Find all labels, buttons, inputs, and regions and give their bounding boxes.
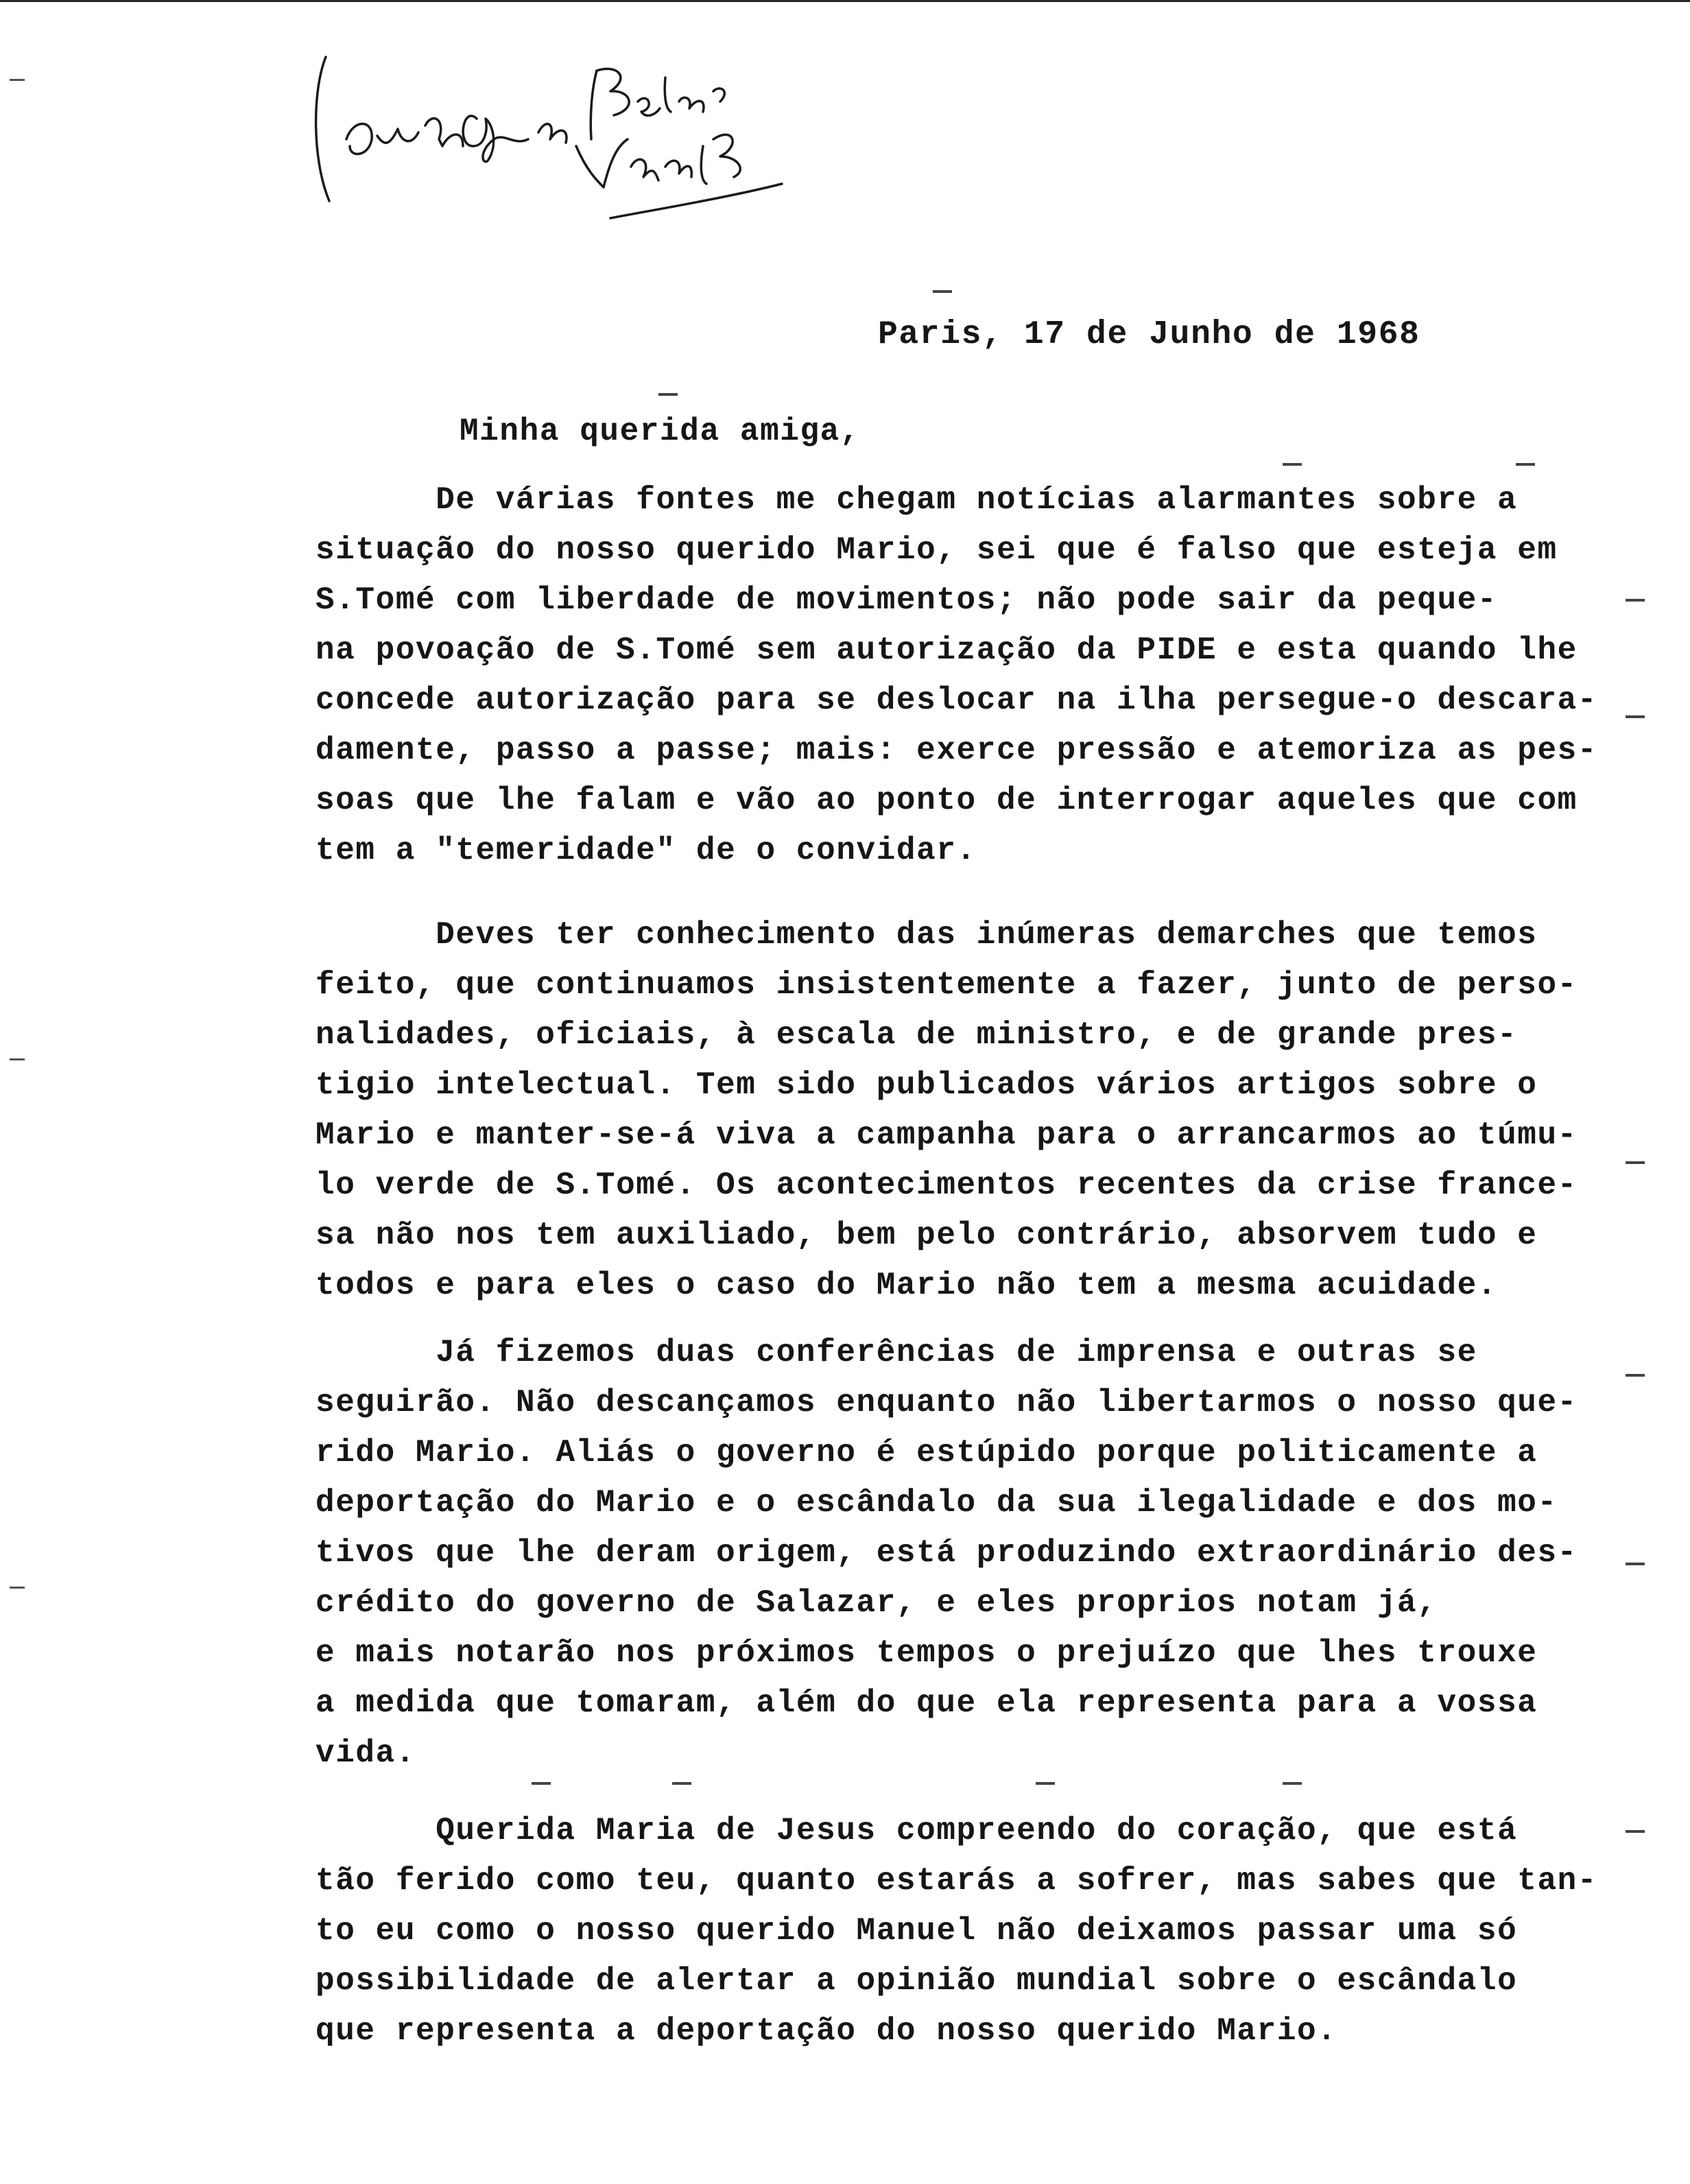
text-line: a medida que tomaram, além do que ela representa para a vossa xyxy=(316,1685,1538,1721)
stray-mark xyxy=(672,1782,691,1785)
text-line: tigio intelectual. Tem sido publicados vários artigos sobre o xyxy=(316,1067,1538,1103)
margin-tick xyxy=(10,1587,25,1589)
text-line: Deves ter conhecimento das inúmeras demarches que temos xyxy=(316,917,1538,953)
text-line: De várias fontes me chegam notícias alarmantes sobre a xyxy=(316,482,1518,518)
stray-mark xyxy=(1283,463,1302,466)
text-line: rido Mario. Aliás o governo é estúpido porque politicamente a xyxy=(316,1435,1538,1471)
text-line: to eu como o nosso querido Manuel não deixamos passar uma só xyxy=(316,1913,1518,1949)
text-line: crédito do governo de Salazar, e eles proprios notam já, xyxy=(316,1585,1438,1621)
text-line: concede autorização para se deslocar na ilha persegue-o descara- xyxy=(316,682,1598,718)
text-line: lo verde de S.Tomé. Os acontecimentos recentes da crise france- xyxy=(316,1167,1578,1203)
paragraph-2 xyxy=(316,917,1632,1318)
paragraph-1 xyxy=(316,482,1632,883)
stray-mark xyxy=(532,1782,551,1785)
stray-mark xyxy=(1626,1830,1645,1833)
paragraph-4 xyxy=(316,1813,1632,2063)
text-line: Querida Maria de Jesus compreendo do coração, que está xyxy=(316,1813,1518,1849)
stray-mark xyxy=(1626,599,1645,602)
text-line: Mario e manter-se-á viva a campanha para o arrancarmos ao túmu- xyxy=(316,1117,1578,1153)
stray-mark xyxy=(658,393,678,396)
letter-date: Paris, 17 de Junho de 1968 xyxy=(878,316,1420,353)
stray-mark xyxy=(1283,1782,1302,1785)
stray-mark xyxy=(1516,463,1535,466)
stray-mark xyxy=(1626,715,1645,718)
text-line: tão ferido como teu, quanto estarás a sofrer, mas sabes que tan- xyxy=(316,1863,1598,1899)
stray-mark xyxy=(1626,1161,1645,1164)
text-line: possibilidade de alertar a opinião mundial sobre o escândalo xyxy=(316,1963,1518,1999)
salutation: Minha querida amiga, xyxy=(460,414,861,449)
text-line: seguirão. Não descançamos enquanto não libertarmos o nosso que- xyxy=(316,1385,1578,1421)
margin-tick xyxy=(10,1058,25,1060)
text-line: soas que lhe falam e vão ao ponto de interrogar aqueles que com xyxy=(316,783,1578,818)
text-line: S.Tomé com liberdade de movimentos; não pode sair da peque- xyxy=(316,582,1498,618)
text-line: vida. xyxy=(316,1735,416,1771)
stray-mark xyxy=(1626,1374,1645,1377)
margin-tick xyxy=(10,79,25,81)
text-line: feito, que continuamos insistentemente a fazer, junto de perso- xyxy=(316,967,1578,1003)
text-line: que representa a deportação do nosso querido Mario. xyxy=(316,2013,1337,2049)
text-line: nalidades, oficiais, à escala de ministro, e de grande pres- xyxy=(316,1017,1518,1053)
text-line: tivos que lhe deram origem, está produzindo extraordinário des- xyxy=(316,1535,1578,1571)
text-line: situação do nosso querido Mario, sei que é falso que esteja em xyxy=(316,532,1558,568)
text-line: sa não nos tem auxiliado, bem pelo contrário, absorvem tudo e xyxy=(316,1218,1538,1253)
text-line: tem a "temeridade" de o convidar. xyxy=(316,833,977,868)
stray-mark xyxy=(1626,1563,1645,1565)
text-line: deportação do Mario e o escândalo da sua ilegalidade e dos mo- xyxy=(316,1485,1558,1521)
text-line: Já fizemos duas conferências de imprensa e outras se xyxy=(316,1335,1477,1370)
text-line: todos e para eles o caso do Mario não tem a mesma acuidade. xyxy=(316,1268,1498,1303)
text-line: e mais notarão nos próximos tempos o prejuízo que lhes trouxe xyxy=(316,1635,1538,1671)
stray-mark xyxy=(933,290,952,293)
text-line: na povoação de S.Tomé sem autorização da PIDE e esta quando lhe xyxy=(316,632,1578,668)
text-line: damente, passo a passe; mais: exerce pressão e atemoriza as pes- xyxy=(316,733,1598,768)
handwritten-annotation xyxy=(309,43,789,222)
stray-mark xyxy=(1036,1782,1055,1785)
paragraph-3 xyxy=(316,1335,1632,1785)
